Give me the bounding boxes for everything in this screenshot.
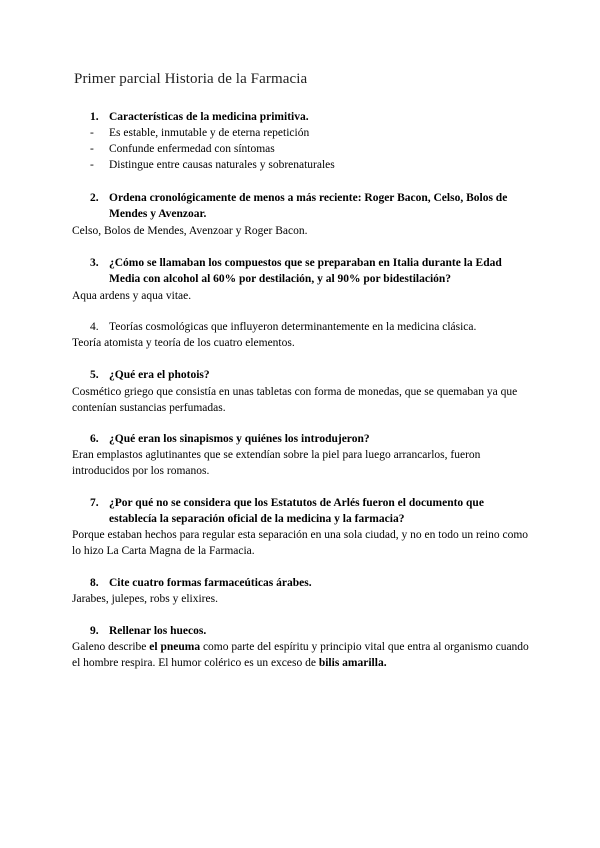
question-9 — [90, 623, 530, 639]
answer-3: Aqua ardens y aqua vitae. — [72, 290, 192, 302]
list-item: - Es estable, inmutable y de eterna repetición — [90, 127, 310, 139]
question-text: Cite cuatro formas farmaceúticas árabes. — [109, 577, 312, 589]
question-number: 2. — [90, 192, 99, 204]
question-7 — [90, 495, 530, 527]
question-number: 4. — [90, 321, 99, 333]
answer-bold-term: el pneuma — [149, 641, 201, 653]
question-5 — [90, 367, 530, 383]
question-3 — [90, 255, 530, 287]
answer-9 — [72, 639, 532, 671]
answer-2: Celso, Bolos de Mendes, Avenzoar y Roger Bacon. — [72, 225, 308, 237]
question-2 — [90, 190, 530, 222]
question-6 — [90, 431, 530, 447]
question-number: 6. — [90, 433, 99, 445]
question-8 — [90, 575, 530, 591]
answer-8: Jarabes, julepes, robs y elixires. — [72, 593, 218, 605]
question-text: ¿Qué eran los sinapismos y quiénes los introdujeron? — [109, 433, 370, 445]
question-number: 5. — [90, 369, 99, 381]
question-text: ¿Cómo se llamaban los compuestos que se preparaban en Italia durante la Edad Media con alcohol al 60% por destilación, y al 90% por bidestilación? — [109, 257, 502, 285]
question-text: Rellenar los huecos. — [109, 625, 207, 637]
answer-bold-term: bilis amarilla. — [318, 657, 387, 669]
question-number: 7. — [90, 497, 99, 509]
question-text: Teorías cosmológicas que influyeron determinantemente en la medicina clásica. — [109, 321, 477, 333]
answer-1-list — [90, 125, 530, 173]
question-text: Características de la medicina primitiva. — [109, 111, 309, 123]
answer-4: Teoría atomista y teoría de los cuatro elementos. — [72, 337, 295, 349]
question-4 — [90, 319, 530, 335]
answer-text: Galeno describe — [72, 641, 150, 653]
question-number: 1. — [90, 111, 99, 123]
list-item: - Distingue entre causas naturales y sobrenaturales — [90, 159, 335, 171]
question-text: Ordena cronológicamente de menos a más reciente: Roger Bacon, Celso, Bolos de Mendes y Avenzoar. — [109, 192, 508, 220]
answer-6: Eran emplastos aglutinantes que se extendían sobre la piel para luego arrancarlos, fueron introducidos por los romanos. — [72, 449, 481, 477]
question-number: 9. — [90, 625, 99, 637]
question-text: ¿Por qué no se considera que los Estatutos de Arlés fueron el documento que establecía la separación oficial de la medicina y la farmacia? — [109, 497, 484, 525]
list-item: - Confunde enfermedad con síntomas — [90, 143, 275, 155]
document-title: Primer parcial Historia de la Farmacia — [74, 71, 308, 87]
question-1 — [90, 109, 530, 125]
answer-5: Cosmético griego que consistía en unas tabletas con forma de monedas, que se quemaban ya que contenían sustancias perfumadas. — [72, 386, 518, 414]
answer-7: Porque estaban hechos para regular esta separación en una sola ciudad, y no en todo un reino como lo hizo La Carta Magna de la Farmacia. — [72, 529, 529, 557]
answer-text: como parte del espíritu y principio vital que entra al organismo cuando el hombre respira. El humor colérico es un exceso de — [72, 641, 529, 669]
question-number: 3. — [90, 257, 99, 269]
question-text: ¿Qué era el photois? — [109, 369, 210, 381]
question-number: 8. — [90, 577, 99, 589]
